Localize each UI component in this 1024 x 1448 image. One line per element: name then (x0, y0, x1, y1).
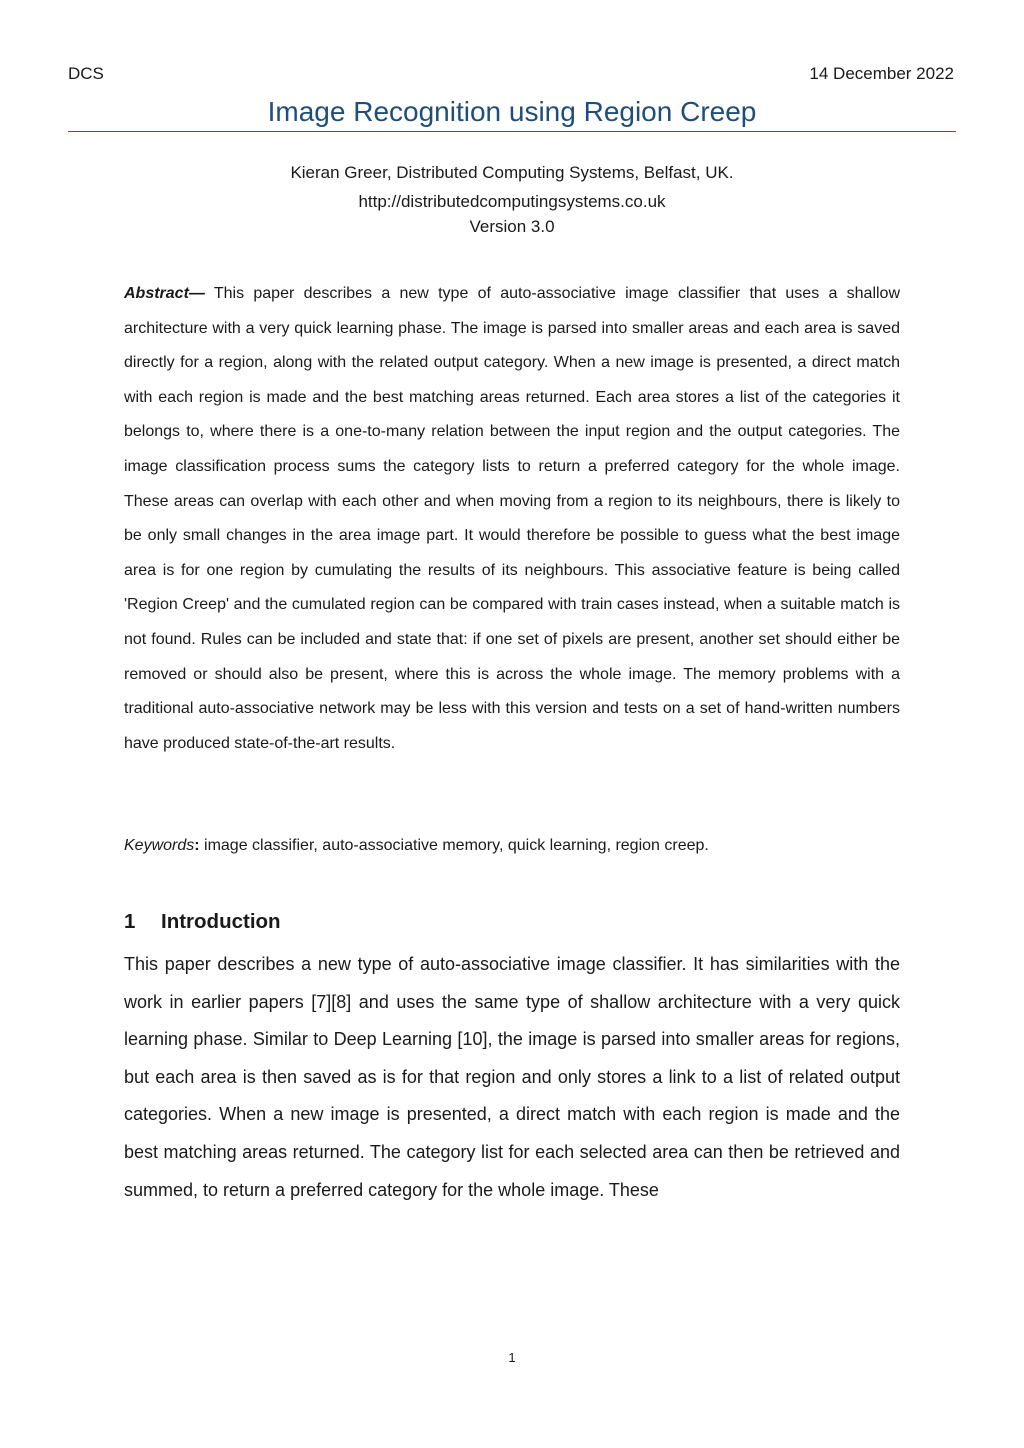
header-date: 14 December 2022 (809, 64, 954, 83)
keywords-colon: : (194, 837, 200, 854)
author-url: http://distributedcomputingsystems.co.uk (358, 192, 666, 211)
author-affiliation: Kieran Greer, Distributed Computing Systems, Belfast, UK. (290, 163, 734, 182)
abstract-text: This paper describes a new type of auto-associative image classifier that uses a shallow architecture with a very quick learning phase. The image is parsed into smaller areas and each area is saved directly for a region, along with the related output category. When a new image is presented, a direct match with each region is made and the best matching areas returned. Each area stores a list of the categories it belongs to, where there is a one-to-many relation between the input region and the output categories. The image classification process sums the category lists to return a preferred category for the whole image. These areas can overlap with each other and when moving from a region to its neighbours, there is likely to be only small changes in the area image part. It would therefore be possible to guess what the best image area is for one region by cumulating the results of its neighbours. This associative feature is being called 'Region Creep' and the cumulated region can be compared with train cases instead, when a suitable match is not found. Rules can be included and state that: if one set of pixels are present, another set should either be removed or should also be present, where this is across the whole image. The memory problems with a traditional auto-associative network may be less with this version and tests on a set of hand-written numbers have produced state-of-the-art results. (124, 285, 900, 752)
keywords (124, 832, 900, 860)
keywords-text: image classifier, auto-associative memory, quick learning, region creep. (199, 837, 709, 854)
section-number: 1 (124, 910, 136, 933)
page-number: 1 (508, 1350, 516, 1365)
title-divider (68, 131, 956, 132)
header-left: DCS (68, 64, 104, 83)
section-heading-introduction (124, 906, 281, 938)
abstract (124, 277, 900, 761)
version-label: Version 3.0 (469, 217, 555, 236)
keywords-label: Keywords (124, 837, 195, 854)
paper-title: Image Recognition using Region Creep (267, 96, 757, 127)
section-title: Introduction (161, 910, 281, 933)
introduction-paragraph: This paper describes a new type of auto-associative image classifier. It has similarities with the work in earlier papers [7][8] and uses the same type of shallow architecture with a very quick learning phase. Similar to Deep Learning [10], the image is parsed into smaller areas for regions, but each area is then saved as is for that region and only stores a link to a list of related output categories. When a new image is presented, a direct match with each region is made and the best matching areas returned. The category list for each selected area can then be retrieved and summed, to return a preferred category for the whole image. These (124, 954, 900, 1200)
abstract-label: Abstract— (124, 285, 205, 302)
